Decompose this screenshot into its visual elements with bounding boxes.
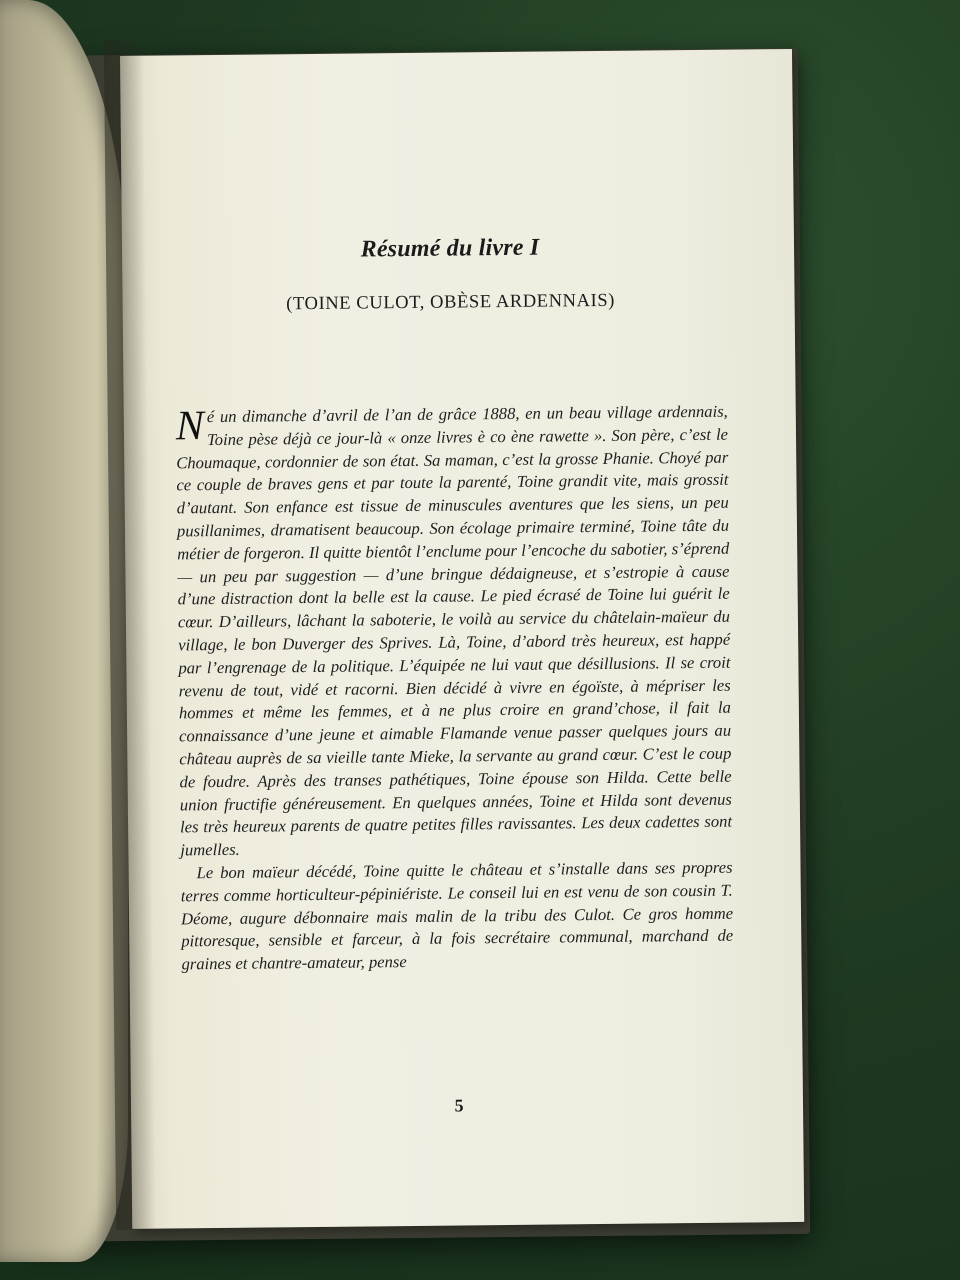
chapter-title: Résumé du livre I bbox=[360, 234, 540, 263]
drop-cap: N bbox=[175, 403, 205, 450]
page-number: 5 bbox=[454, 1095, 464, 1116]
paragraph-1-text: é un dimanche d’avril de l’an de grâce 1888, en un beau village ardennais, Toine pèse déjà ce jour-là « onze livres è co ène rawette ». Son père, c’est le Choumaque, cordonnier de son état. Sa maman, c’est la grosse Phanie. Choyé par ce couple de braves gens et par toute la parenté, Toine grandit vite, mais grossit d’autant. Son enfance est tissue de minuscules aventures que les siens, un peu pusillanimes, dramatisent beaucoup. Son écolage primaire terminé, Toine tâte du métier de forgeron. Il quitte bientôt l’enclume pour l’encoche du sabotier, s’éprend — un peu par suggestion — d’une bringue dédaigneuse, et s’estropie à cause d’une distraction dont la belle est la cause. Le pied écrasé de Toine lui guérit le cœur. D’ailleurs, lâchant la saboterie, le voilà au service du châtelain-maïeur du village, le bon Duverger des Sprives. Là, Toine, d’abord très heureux, est happé par l’engrenage de la politique. L’équipée ne lui vaut que désillusions. Il se croit revenu de tout, vidé et racorni. Bien décidé à vivre en égoïste, à mépriser les hommes et même les femmes, et à ne plus croire en grand’chose, il fait la connaissance d’une jeune et aimable Flamande venue passer quelques jours au château auprès de sa vieille tante Mieke, la servante au grand cœur. C’est le coup de foudre. Après des transes pathétiques, Toine épouse son Hilda. Cette belle union fructifie généreusement. En quelques années, Toine et Hilda sont devenus les très heureux parents de quatre petites filles ravissantes. Les deux cadettes sont jumelles. bbox=[176, 401, 733, 860]
book-page bbox=[120, 49, 804, 1229]
page-content bbox=[174, 233, 734, 1116]
paragraph-1 bbox=[176, 401, 733, 863]
paragraph-2: Le bon maïeur décédé, Toine quitte le château et s’installe dans ses propres terres comme horticulteur-pépiniériste. Le conseil lui en est venu de son cousin T. Déome, augure débonnaire mais malin de la tribu des Culot. Ce gros homme pittoresque, sensible et farceur, à la fois secrétaire communal, marchand de graines et chantre-amateur, pense bbox=[180, 857, 734, 974]
chapter-subtitle: (TOINE CULOT, OBÈSE ARDENNAIS) bbox=[286, 290, 616, 315]
body-text bbox=[176, 401, 734, 977]
